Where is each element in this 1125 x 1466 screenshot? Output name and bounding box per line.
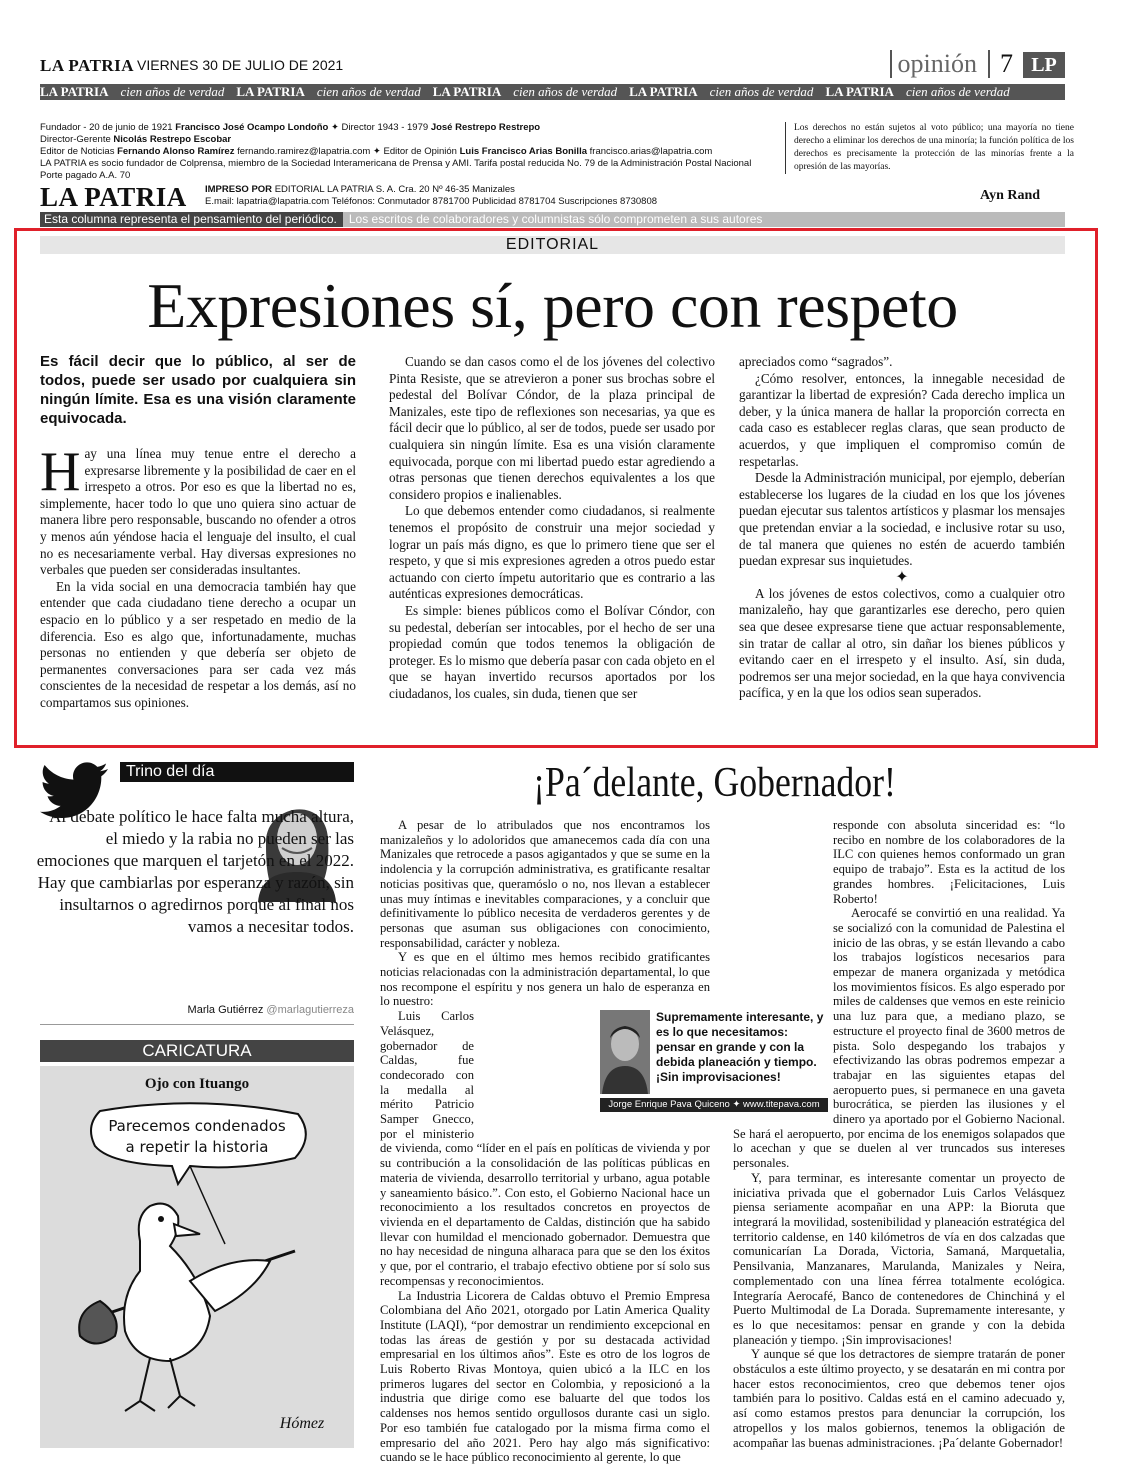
epigraph-quote: Los derechos no están sujetos al voto público; una mayoría no tiene derecho a eliminar los derechos de una minoría; la función política de los derechos es precisamente la protección de las minorías frente a la opresión de las mayorías. bbox=[785, 122, 1074, 174]
strip-slogan: cien años de verdad bbox=[120, 84, 225, 99]
diamond-separator-icon: ✦ bbox=[895, 568, 909, 586]
paragraph: Luis Carlos Velásquez, gobernador de Caldas, fue condecorado con la medalla al mérito Patricio Samper Gnecco, por el ministerio de vivienda, como “líder en el país en políticas de vivienda y por su contribución a la consolidación de las políticas públicas en materia de vivienda, desarrollo territorial y urbano, agua potable y saneamiento básico.”. Con esto, el Gobierno Nacional hace un reconocimiento a los resultados concretos en proyectos de vivienda en el departamento de Caldas, distinción que ha sabido llevar con humildad el mencionado gobernador. Demuestra que no hay necesidad de ninguna alharaca para que se den los éxitos y que, por el contrario, el trabajo efectivo obtiene por sí solo sus recompensas y reconocimientos. bbox=[380, 1009, 710, 1288]
columnist-photo bbox=[600, 1010, 650, 1094]
strip-brand: LA PATRIA bbox=[825, 84, 894, 99]
trino-text: Al debate político le hace falta mucha altura, el miedo y la rabia no pueden ser las emociones que marquen el tarjetón en el 2022. Hay que cambiarlas por esperanza y razón, sin insultarnos o agredirnos porque al final nos vamos a necesitar todos. bbox=[36, 807, 354, 936]
credit-name: Nicolás Restrepo Escobar bbox=[113, 134, 232, 145]
strip-brand: LA PATRIA bbox=[629, 84, 698, 99]
trino-author-name: Marla Gutiérrez bbox=[187, 1004, 264, 1016]
caricatura-header: CARICATURA bbox=[40, 1040, 354, 1062]
drop-cap: H bbox=[40, 441, 81, 503]
column-body-1 bbox=[380, 818, 710, 1465]
credit-text: Director-Gerente bbox=[40, 134, 111, 145]
paragraph: Aerocafé se convirtió en una realidad. Ya se socializó con la comunidad de Palestina el inicio de las obras, y se están llevando a cabo los trabajos logísticos necesarios para empezar de manera organizada y metódica los movimientos físicos. Es algo esperado por miles de caldenses que vemos en este reinicio una luz para que, a mediano plazo, se estructure el proyecto final de 3600 metros de pista. Solo despegando los trabajos y efectivizando las obras podremos empezar a trabajar en las siguientes etapas del aeropuerto pues, si permanece en una gaveta burocrática, se pierden las ilusiones y el dinero ya aportado por el Gobierno Nacional. Se hará el aeropuerto, por encima de los enemigos solapados que lo acechan y que se duelen al ver truncados sus intereses personales. bbox=[733, 906, 1065, 1171]
editorial-column-1 bbox=[40, 352, 356, 712]
column-body-2 bbox=[733, 818, 1065, 1450]
pull-quote-caption: Jorge Enrique Pava Quiceno ✦ www.titepava.com bbox=[600, 1098, 828, 1112]
paragraph: Desde la Administración municipal, por ejemplo, deberían establecerse los lugares de la ciudad en los que los jóvenes puedan ejecutar sus talentos artísticos y plasmar los mensajes que pretendan enviar a la sociedad, e inclusive rotar su uso, de tal manera que quienes no estén de acuerdo también puedan expresar sus inquietudes. bbox=[739, 470, 1065, 569]
paragraph: A los jóvenes de estos colectivos, como a cualquier otro manizaleño, hay que garantizarles ese derecho, pero quien sea que desee expresarse tiene que actuar responsablemente, sin tratar de callar al otro, sin dañar los bienes públicos y evitando caer en el irrespeto y el insulto. Así, sin duda, podremos ser una mejor sociedad, en la que haya convivencia pacífica, y en la que los odios sean superados. bbox=[739, 585, 1065, 701]
paragraph: Lo que debemos entender como ciudadanos, si realmente tenemos el propósito de construir una mejor sociedad y lograr un país más digno, es que lo primero tiene que ser el respeto, y que si mis expresiones agreden a otros puedo estar actuando con cierto ímpetu autoritario que es contrario a las auténticas expresiones democráticas. bbox=[389, 503, 715, 602]
credit-email: francisco.arias@lapatria.com bbox=[589, 146, 713, 157]
bubble-line-1: Parecemos condenados bbox=[108, 1117, 286, 1135]
paragraph: En la vida social en una democracia también hay que entender que cada ciudadano tiene derecho a ocupar un espacio en lo público y a ser respetado en medio de la diferencia. Eso es algo que, infortunadamente, muchas personas no entienden y que debería ser objeto de permanentes conversaciones para ser cada vez más conscientes de la necesidad de respetar a los demás, así no compartamos sus opiniones. bbox=[40, 578, 356, 710]
column-headline: ¡Pa´delante, Gobernador! bbox=[533, 760, 896, 806]
paragraph: Es simple: bienes públicos como el Bolívar Cóndor, con su pedestal, deberían ser intocables, por el hecho de ser una propiedad común que todos tenemos la obligación de proteger. Es lo mismo que debería pasar con cada objeto en el que se hayan invertido recursos aportados por los ciudadanos, los cuales, sin duda, tienen que ser bbox=[389, 602, 715, 701]
paragraph: ¿Cómo resolver, entonces, la innegable necesidad de garantizar la libertad de expresión? Cada derecho implica un deber, y la única manera de hallar la proporción correcta en cada caso es establecer reglas claras, que sean producto de acuerdos, y que impliquen el compromiso común de respetarlas. bbox=[739, 370, 1065, 469]
paragraph: Y, para terminar, es interesante comentar un proyecto de iniciativa privada que el gobernador Luis Carlos Velásquez piensa seriamente acompañar en una APP: la Bioruta que integrará la movilidad, sostenibilidad y planeación estratégica del territorio caldense, en 140 kilómetros de vía en dos calzadas que comunicarían La Dorada, Victoria, Samaná, Marquetalia, Pensilvania, Manzanares, Marulanda, Manizales y Neira, complementado con una línea férrea totalmente ecológica. Integraría Aerocafé, Banco de contenedores de Chinchiná y el Puerto Multimodal de La Dorada. Supremamente interesante, y es lo que necesitamos: pensar en grande y con la debida planeación y tiempo. ¡Sin improvisaciones! bbox=[733, 1170, 1065, 1347]
printed-address: EDITORIAL LA PATRIA S. A. Cra. 20 Nº 46-35 Manizales bbox=[274, 184, 515, 195]
trino-author-handle: @marlagutierreza bbox=[266, 1004, 354, 1016]
paragraph: apreciados como “sagrados”. bbox=[739, 354, 893, 369]
masthead bbox=[40, 49, 1065, 80]
printed-label: IMPRESO POR bbox=[205, 184, 273, 195]
credit-name: José Restrepo Restrepo bbox=[430, 122, 541, 133]
editorial-label: EDITORIAL bbox=[40, 236, 1065, 254]
page-number: 7 bbox=[988, 50, 1013, 78]
cartoon-title: Ojo con Ituango bbox=[144, 1076, 250, 1092]
credit-name: Fernando Alonso Ramírez bbox=[117, 146, 235, 157]
section-label: opinión bbox=[890, 50, 977, 78]
bubble-line-2: a repetir la historia bbox=[125, 1138, 269, 1156]
cartoon-dove-illustration bbox=[40, 1066, 354, 1448]
contact-info: E.mail: lapatria@lapatria.com Teléfonos: Conmutador 8781700 Publicidad 8781704 Suscripciones 8730808 bbox=[205, 196, 658, 207]
strip-brand: LA PATRIA bbox=[40, 84, 109, 99]
paragraph: Y aunque sé que los detractores de siempre tratarán de poner obstáculos a este último proyecto, y se desatarán en mi contra por hacer estos reconocimientos, creo que debemos tener ojos también para lo positivo. Caldas está en el camino adecuado y, así como estamos prestos para denunciar la corrupción, los atropellos y los malos gobiernos, tenemos la obligación de acompañar las buenas administraciones. ¡Pa´delante Gobernador! bbox=[733, 1347, 1065, 1450]
strip-slogan: cien años de verdad bbox=[905, 84, 1010, 99]
pull-quote-text: Supremamente interesante, y es lo que necesitamos: pensar en grande y con la debida planeación y tiempo. ¡Sin improvisaciones! bbox=[656, 1010, 824, 1084]
paragraph: Y es que en el último mes hemos recibido gratificantes noticias relacionadas con la administración departamental, lo que nos recompone el espíritu y nos genera un halo de esperanza en lo nuestro: bbox=[380, 950, 710, 1009]
strip-slogan: cien años de verdad bbox=[316, 84, 421, 99]
paragraph: La Industria Licorera de Caldas obtuvo el Premio Empresa Colombiana del Año 2021, otorgado por Latin America Quality Institute (LAQI), “por demostrar un rendimiento excepcional en todas las áreas de gestión y por su destacada actividad empresarial en los últimos años”. Este es otro de los logros de Luis Roberto Rivas Montoya, quien ubicó a la ILC en los primeros lugares del sector en Colombia, y reposicionó a la industria que dirige como ese baluarte del que todos los caldenses nos hemos sentido orgullosos durante casi un siglo. Por eso también fue catalogado por la misma firma como el empresario del año 2021. Pero hay algo más significativo: cuando se le hace público reconocimiento al gerente, lo que bbox=[380, 1288, 710, 1465]
divider bbox=[40, 1024, 354, 1025]
paragraph: Cuando se dan casos como el de los jóvenes del colectivo Pinta Resiste, que se atrevieron a poner sus brochas sobre el pedestal del Bolívar Cóndor, de la plaza principal de Manizales, este tipo de reflexiones son necesarias, ya que es fácil decir que lo público, al ser de todos, puede ser usado por cualquiera sin ningún límite. Esa es una visión claramente equivocada, porque con mi libertad puedo estar agrediendo a otras personas que tienen derechos equivalentes a los que considero propios e inalienables. bbox=[389, 354, 715, 502]
cartoonist-signature: Hómez bbox=[279, 1415, 325, 1432]
printer-info bbox=[205, 184, 765, 208]
slogan-strip bbox=[40, 84, 1065, 100]
epigraph-author: Ayn Rand bbox=[980, 188, 1041, 203]
editorial-lede: Es fácil decir que lo público, al ser de todos, puede ser usado por cualquiera sin ningún límite. Esa es una visión claramente equivocada. bbox=[40, 353, 356, 427]
credit-text: Editor de Noticias bbox=[40, 146, 115, 157]
editorial-column-2 bbox=[389, 354, 715, 702]
editorial-headline: Expresiones sí, pero con respeto bbox=[147, 270, 958, 341]
editorial-column-3 bbox=[739, 354, 1065, 702]
paragraph: responde con absoluta sinceridad es: “lo recibo en nombre de los colaboradores de la ILC con quienes hemos conformado un gran equipo de trabajo”. Esta es la actitud de los grandes hombres. ¡Felicitaciones, Luis Roberto! bbox=[833, 818, 1065, 906]
trino-header: Trino del día bbox=[120, 762, 354, 782]
credit-text: ✦ Director 1943 - 1979 bbox=[330, 122, 429, 133]
lp-logo: LP bbox=[1023, 52, 1065, 78]
brand-logo: LA PATRIA bbox=[40, 182, 187, 212]
strip-brand: LA PATRIA bbox=[432, 84, 502, 99]
disclaimer-right: Los escritos de colaboradores y columnistas sólo comprometen a sus autores bbox=[348, 212, 763, 226]
paragraph-text: ay una línea muy tenue entre el derecho a expresarse libremente y la posibilidad de caer en el irrespeto a otros. Por eso es que la libertad no es, simplemente, hacer todo lo que uno quiera sino actuar de manera libre pero responsable, buscando no ofender a otros y menos aún yéndose hacia el lenguaje del insulto, el cual no es necesariamente verbal. Hay diversas expresiones no verbales que pueden ser consideradas insultantes. bbox=[40, 446, 356, 578]
masthead-date: VIERNES 30 DE JULIO DE 2021 bbox=[137, 57, 344, 73]
staff-credits bbox=[40, 122, 760, 182]
disclaimer-bar bbox=[40, 212, 1065, 227]
paragraph: A pesar de lo atribulados que nos encontramos los manizaleños y lo adoloridos que amanecemos cada día con una Manizales que retrocede a pasos agigantados y que se sume en la indolencia y la corrupción administrativa, es gratificante resaltar noticias positivas que, queramóslo o no, nos llevan a establecer unas muy íntimas e inevitables comparaciones, y a concluir que definitivamente lo público necesita de verdaderos gerentes y de personas que asuman sus obligaciones con conocimiento, responsabilidad, carácter y nobleza. bbox=[380, 818, 710, 950]
strip-slogan: cien años de verdad bbox=[709, 84, 814, 99]
credit-name: Luis Francisco Arias Bonilla bbox=[459, 146, 587, 157]
credit-name: Francisco José Ocampo Londoño bbox=[175, 122, 329, 133]
strip-brand: LA PATRIA bbox=[236, 84, 305, 99]
masthead-brand: LA PATRIA bbox=[40, 56, 135, 75]
disclaimer-left: Esta columna representa el pensamiento del periódico. bbox=[40, 212, 343, 227]
credit-membership: LA PATRIA es socio fundador de Colprensa, miembro de la Sociedad Interamericana de Prensa y AMI. Tarifa postal reducida No. 79 de la Administración Postal Nacional Porte pagado A.A. 70 bbox=[40, 158, 752, 181]
credit-text: Fundador - 20 de junio de 1921 bbox=[40, 122, 173, 133]
strip-slogan: cien años de verdad bbox=[513, 84, 618, 99]
credit-text: fernando.ramirez@lapatria.com ✦ Editor de Opinión bbox=[237, 146, 457, 157]
trino-author bbox=[120, 1004, 354, 1016]
paragraph bbox=[40, 441, 356, 579]
